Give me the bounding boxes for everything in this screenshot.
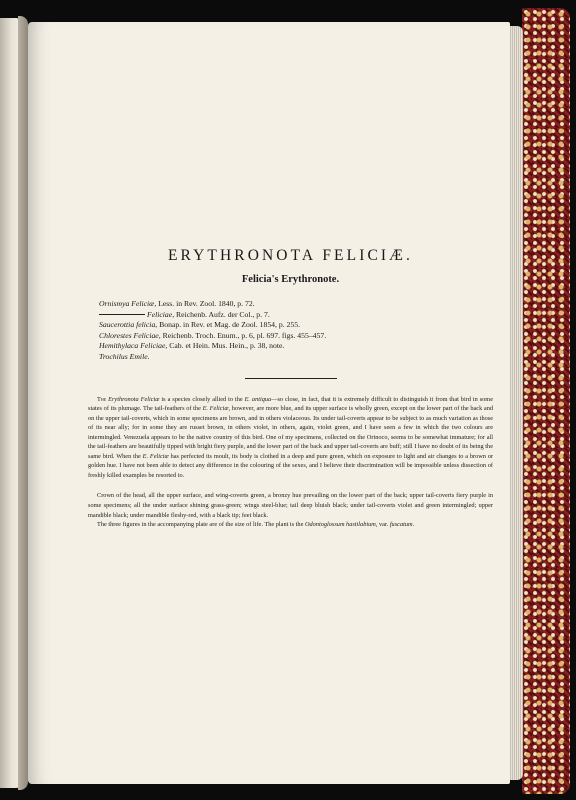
text-run: is a species closely allied to the [159,395,245,403]
species-name: Erythronota Feliciæ [108,395,160,403]
synonym-reference: , Less. in Rev. Zool. 1840, p. 72. [154,299,255,308]
text-run: The three figures in the accompanying plate are of the size of life. The plant is the [97,521,305,529]
synonym-entry [99,320,493,331]
description-text [88,395,493,530]
marbled-board [522,8,570,794]
left-page-shadow [18,16,28,790]
text-run: —so close, in fact, that it is extremely difficult to distinguish it from that bird in some states of its plumage. The tail-feathers of the [88,395,493,413]
synonym-name: Saucerottia felicia [99,320,156,330]
text-run: has perfected its moult, its body is clothed in a deep and pure green, which on exposure to light and air changes to a brown or golden hue. I have not been able to detect any difference in the colouring of the sexes, and I believe their discrimination will be impossible unless dissection of freshly killed examples be resorted to. [88,452,493,479]
synonym-entry [99,299,493,310]
synonym-reference: , Cab. et Hein. Mus. Hein., p. 38, note. [165,341,285,351]
page-title: ERYTHRONOTA FELICIÆ. [167,247,414,264]
variety-name: fuscatum [389,521,413,529]
synonym-name: Ornismya Feliciæ [99,299,155,308]
synonym-reference: , Reichenb. Aufz. der Col., p. 7. [172,309,270,319]
species-name: E. Feliciæ [202,405,229,413]
synonym-name: Feliciae [147,309,173,319]
synonym-entry [99,331,493,342]
text-run: , however, are more blue, and its upper surface is wholly green, except on the lower part of the back and on the upper tail-coverts, which in some specimens are brown, and in others violaceous. Its under tail-coverts appear to be subject to as much variation as those of its near ally; for in some they are russet brown, in others violet, in others, again, violet green, and I have seen a few in which the two colours are intermingled. Venezuela appears to be the native country of this bird. One of my specimens, collected on the Orinoco, seems to be somewhat immature; for all the tail-feathers are beautifully tipped with bright fiery purple, and the lower part of the back and upper tail-coverts are buff; still I have no doubt of its being the same bird. When the [88,405,493,460]
page-subtitle: Felicia's Erythronote. [241,274,340,285]
synonym-entry [99,352,493,363]
paragraph-intro [88,395,493,481]
lead-word: The [97,395,107,403]
plant-name: Odontoglossum hastilabium [304,521,376,529]
species-name: E. antiqua [244,395,272,403]
text-run: . [412,521,415,529]
book-page [28,22,510,784]
synonym-reference: , Reichenb. Troch. Enum., p. 6, pl. 697. figs. 455–457. [158,330,327,340]
page-content [88,222,493,530]
synonymy-list [99,299,493,363]
synonym-name: Hemithylaca Feliciae [99,341,166,351]
synonym-name: Trochilus Emile. [99,351,150,361]
paragraph-description: Crown of the head, all the upper surface, and wing-coverts green, a bronzy hue prevailing on the lower part of the back; upper tail-coverts fiery purple in some specimens; all the under surface shining grass-green; wings steel-blue; tail deep bluish black; under tail-coverts violet and green intermingled; upper mandible black; under mandible fleshy-red, with a black tip; feet black. [88,492,493,519]
synonym-entry [99,310,493,321]
ditto-dash [99,314,145,315]
paragraph-plate-note [88,520,493,530]
text-run: , var. [375,521,390,529]
synonym-reference: , Bonap. in Rev. et Mag. de Zool. 1854, p. 255. [155,320,300,330]
synonym-entry [99,341,493,352]
synonym-name: Chlorestes Feliciae [99,330,159,340]
section-divider [245,378,337,379]
species-name: E. Feliciæ [142,452,169,460]
